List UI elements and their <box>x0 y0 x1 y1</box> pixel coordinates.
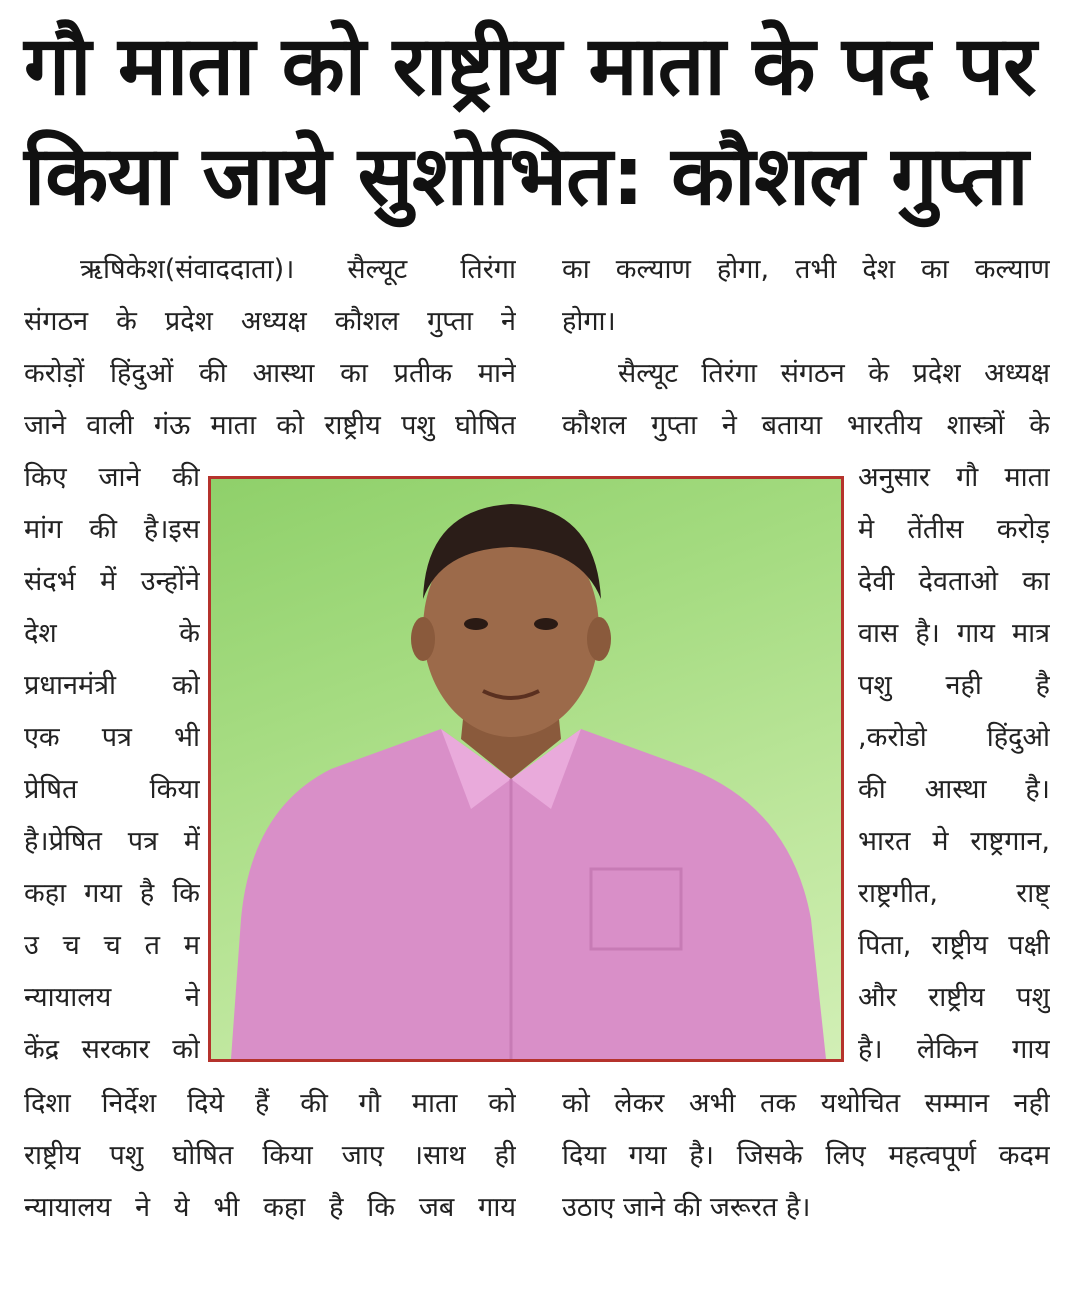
body-line: देवी देवताओ का <box>858 566 1050 597</box>
portrait-photo <box>208 476 844 1062</box>
body-line: संदर्भ में उन्होंने <box>24 566 200 597</box>
body-line: कहा गया है कि <box>24 878 200 909</box>
body-line: राष्ट्रगीत, राष्ट् <box>858 878 1050 909</box>
body-line: वास है। गाय मात्र <box>858 618 1050 649</box>
eye-right <box>534 618 558 630</box>
body-line: पशु नही है <box>858 670 1050 701</box>
body-line: होगा। <box>562 306 616 337</box>
body-line: जाने वाली गंऊ माता को राष्ट्रीय पशु घोषित <box>24 410 516 441</box>
body-line: दिशा निर्देश दिये हैं की गौ माता को <box>24 1088 516 1119</box>
ear-left <box>411 617 435 661</box>
body-line: करोड़ों हिंदुओं की आस्था का प्रतीक माने <box>24 358 516 389</box>
eye-left <box>464 618 488 630</box>
body-line: न्यायालय ने <box>24 982 200 1013</box>
body-line: की आस्था है। <box>858 774 1050 805</box>
body-line: एक पत्र भी <box>24 722 200 753</box>
body-line: है।प्रेषित पत्र में <box>24 826 200 857</box>
body-line: को लेकर अभी तक यथोचित सम्मान नही <box>562 1088 1050 1119</box>
body-line: अनुसार गौ माता <box>858 462 1050 493</box>
headline-line-1: गौ माता को राष्ट्रीय माता के पद पर <box>24 19 1036 114</box>
ear-right <box>587 617 611 661</box>
body-line: उठाए जाने की जरूरत है। <box>562 1192 811 1223</box>
body-line: दिया गया है। जिसके लिए महत्वपूर्ण कदम <box>562 1140 1050 1171</box>
body-line: ,करोडो हिंदुओ <box>858 722 1050 753</box>
body-line: ऋषिकेश(संवाददाता)। सैल्यूट तिरंगा <box>80 254 516 285</box>
body-line: है। लेकिन गाय <box>858 1034 1050 1065</box>
body-line: पिता, राष्ट्रीय पक्षी <box>858 930 1050 961</box>
body-line: भारत मे राष्ट्रगान, <box>858 826 1050 857</box>
body-line: मे तेंतीस करोड़ <box>858 514 1050 545</box>
body-line: संगठन के प्रदेश अध्यक्ष कौशल गुप्ता ने <box>24 306 516 337</box>
body-line: न्यायालय ने ये भी कहा है कि जब गाय <box>24 1192 516 1223</box>
body-line: कौशल गुप्ता ने बताया भारतीय शास्त्रों के <box>562 410 1050 441</box>
body-line: देश के <box>24 618 200 649</box>
portrait-illustration <box>211 479 841 1059</box>
body-line: और राष्ट्रीय पशु <box>858 982 1050 1013</box>
headline-line-2: किया जाये सुशोभित: कौशल गुप्ता <box>24 129 1028 224</box>
body-line: सैल्यूट तिरंगा संगठन के प्रदेश अध्यक्ष <box>618 358 1050 389</box>
body-line: उ च च त म <box>24 930 200 961</box>
body-line: का कल्याण होगा, तभी देश का कल्याण <box>562 254 1050 285</box>
body-line: केंद्र सरकार को <box>24 1034 200 1065</box>
body-line: प्रेषित किया <box>24 774 200 805</box>
body-line: मांग की है।इस <box>24 514 200 545</box>
body-line: प्रधानमंत्री को <box>24 670 200 701</box>
body-line: किए जाने की <box>24 462 200 493</box>
body-line: राष्ट्रीय पशु घोषित किया जाए ।साथ ही <box>24 1140 516 1171</box>
